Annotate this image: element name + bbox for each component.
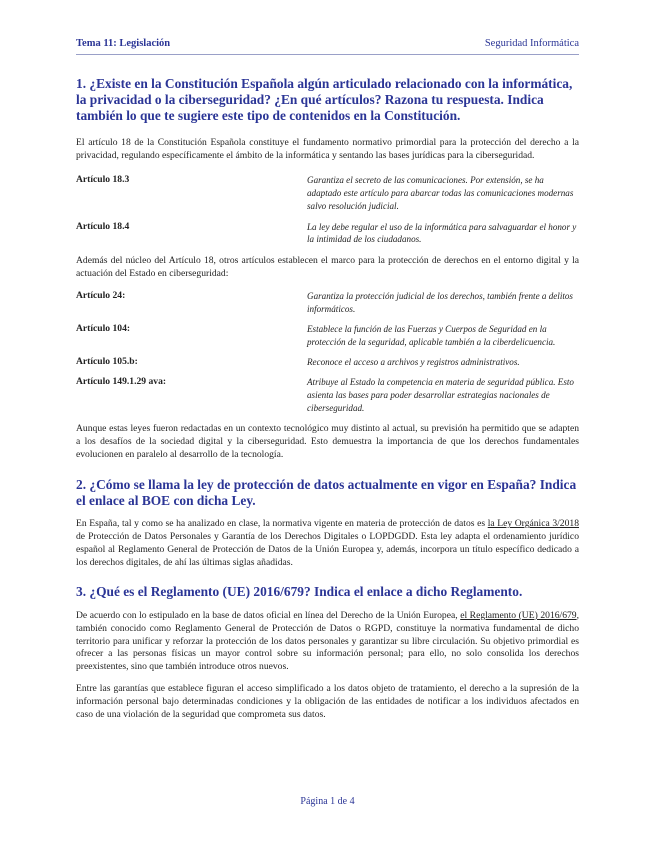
article-description: Atribuye al Estado la competencia en materia de seguridad pública. Esto asienta las bases para poder desarrollar estrategias nacionales de ciberseguridad. [307, 376, 574, 413]
article-row [76, 290, 579, 316]
article-name: Artículo 149.1.29 ava: [76, 375, 167, 387]
article-description: Garantiza la protección judicial de los derechos, también frente a delitos informáticos. [307, 291, 573, 315]
articles-table-b [76, 290, 579, 414]
header-topic: Tema 11: Legislación [76, 38, 171, 49]
article-name: Artículo 18.4 [76, 220, 130, 232]
article-name: Artículo 24: [76, 290, 126, 302]
section-2-paragraph [76, 518, 579, 570]
article-description: Reconoce el acceso a archivos y registros administrativos. [307, 356, 520, 367]
section-2-text-pre: En España, tal y como se ha analizado en clase, la normativa vigente en materia de protección de datos es [76, 518, 488, 530]
rgpd-link[interactable]: el Reglamento (UE) 2016/679 [460, 609, 577, 621]
section-1-title: 1. ¿Existe en la Constitución Española algún articulado relacionado con la informática, la privacidad o la ciberseguridad? ¿En qué artículos? Razona tu respuesta. Indica también lo que te sugiere este tipo de contenidos en la Constitución. [76, 76, 573, 123]
section-3-paragraph-2: Entre las garantías que establece figuran el acceso simplificado a los datos objeto de tratamiento, el derecho a la supresión de la información personal bajo determinadas condiciones y la obligación de las entidades de notificar a los individuos afectados en caso de una violación de la seguridad que comprometa sus datos. [76, 683, 579, 721]
article-row [76, 376, 579, 415]
lopdgdd-link[interactable]: la Ley Orgánica 3/2018 [487, 518, 579, 530]
page-content [76, 76, 579, 722]
section-1-closing: Aunque estas leyes fueron redactadas en un contexto tecnológico muy distinto al actual, su previsión ha permitido que se adapten a los desafíos de la sociedad digital y la ciberseguridad. Esto demuestra la importancia de que los derechos fundamentales evolucionen en paralelo al desarrollo de la tecnología. [76, 423, 579, 461]
article-row [76, 356, 579, 369]
section-1-intro: El artículo 18 de la Constitución Española constituye el fundamento normativo primordial para la protección del derecho a la privacidad, regulando específicamente el ámbito de la informática y sentando las bases jurídicas para la ciberseguridad. [76, 137, 579, 161]
section-3-text-pre: De acuerdo con lo estipulado en la base de datos oficial en línea del Derecho de la Unión Europea, [76, 609, 461, 621]
section-3-title: 3. ¿Qué es el Reglamento (UE) 2016/679? Indica el enlace a dicho Reglamento. [76, 583, 523, 599]
section-3-paragraph-1 [76, 610, 579, 675]
article-name: Artículo 104: [76, 322, 131, 334]
section-3-text-post: , también conocido como Reglamento General de Protección de Datos o RGPD, constituye la normativa fundamental de dicho territorio para unificar y reforzar la protección de los datos personales y garantizar su libre circulación. Su objetivo primordial es ofrecer a las personas físicas un mayor control sobre su información personal; para ello, no solo consolida los derechos preexistentes, sino que también introduce otros nuevos. [76, 609, 580, 673]
header-subject: Seguridad Informática [484, 38, 579, 49]
section-1-middle: Además del núcleo del Artículo 18, otros artículos establecen el marco para la protección de derechos en el entorno digital y la actuación del Estado en ciberseguridad: [76, 255, 579, 280]
articles-table-a [76, 174, 579, 247]
article-description: Establece la función de las Fuerzas y Cuerpos de Seguridad en la protección de la seguridad, aplicable también a la ciberdelicuencia. [307, 323, 556, 347]
article-row [76, 221, 579, 247]
section-2-title: 2. ¿Cómo se llama la ley de protección de datos actualmente en vigor en España? Indica el enlace al BOE con dicha Ley. [76, 477, 577, 509]
article-row [76, 174, 579, 213]
article-description: Garantiza el secreto de las comunicaciones. Por extensión, se ha adaptado este artículo para abarcar todas las comunicaciones modernas salvo resolución judicial. [307, 174, 574, 211]
page-header [76, 38, 579, 55]
article-name: Artículo 18.3 [76, 173, 130, 185]
article-description: La ley debe regular el uso de la informática para salvaguardar el honor y la intimidad de los ciudadanos. [307, 221, 577, 245]
article-row [76, 323, 579, 349]
article-name: Artículo 105.b: [76, 355, 138, 367]
page-number: Página 1 de 4 [300, 796, 355, 807]
section-2-text-post: de Protección de Datos Personales y Garantía de los Derechos Digitales o LOPDGDD. Esta ley adapta el ordenamiento jurídico español al Reglamento General de Protección de Datos de la Unión Europea y, además, incorpora un título específico dedicado a los derechos digitales, de ahí las últimas siglas añadidas. [76, 531, 579, 568]
